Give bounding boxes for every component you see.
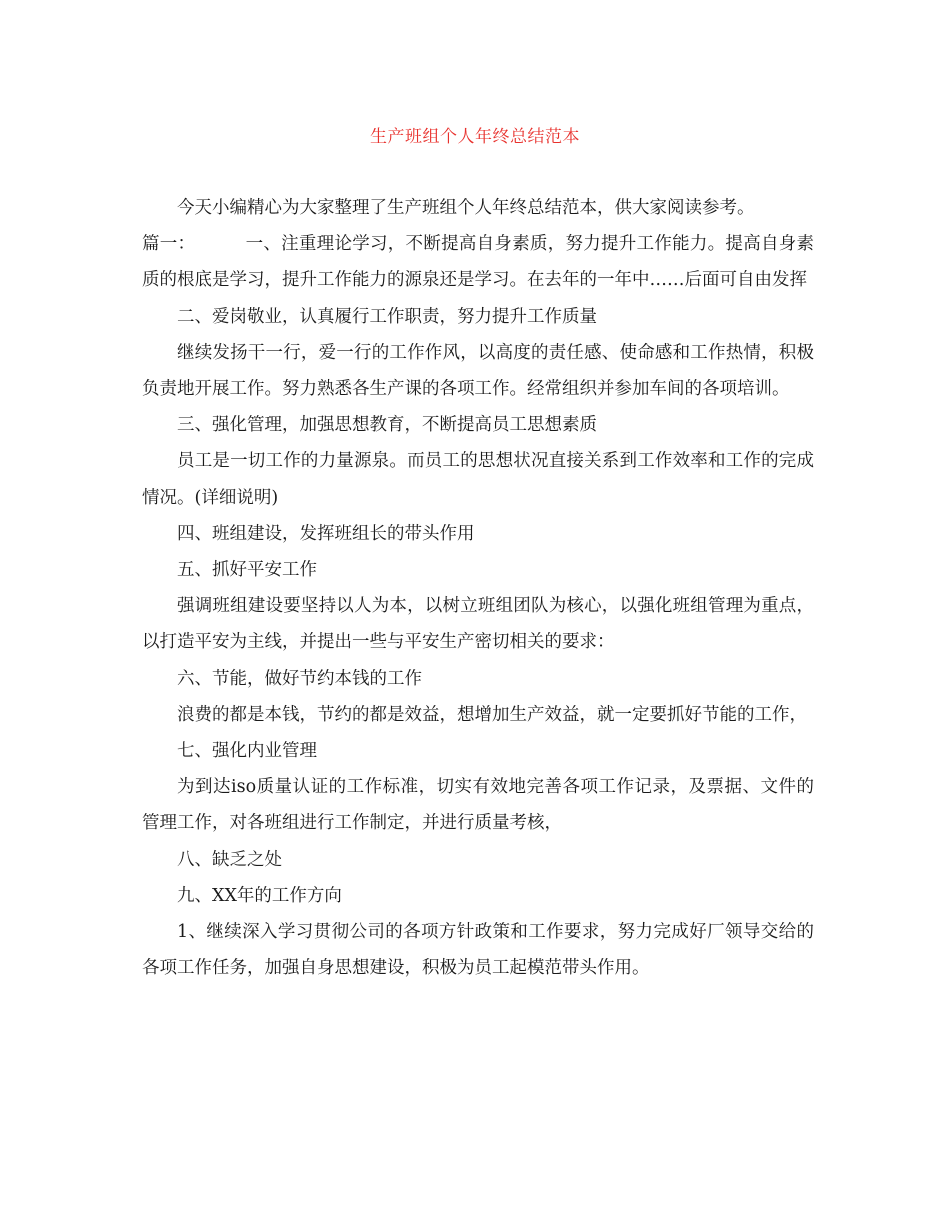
document-body	[142, 190, 814, 986]
intro-paragraph: 今天小编精心为大家整理了生产班组个人年终总结范本，供大家阅读参考。	[177, 198, 755, 218]
heading-6: 六、节能，做好节约本钱的工作	[177, 668, 422, 689]
paragraph-10: 浪费的都是本钱，节约的都是效益，想增加生产效益，就一定要抓好节能的工作，	[177, 704, 807, 725]
document-title: 生产班组个人年终总结范本	[370, 127, 580, 147]
heading-3: 三、强化管理，加强思想教育，不断提高员工思想素质	[177, 415, 597, 436]
part-label: 篇一：	[142, 234, 196, 255]
heading-5: 五、抓好平安工作	[177, 560, 317, 581]
part-one-paragraph	[142, 226, 814, 298]
heading-7: 七、强化内业管理	[177, 741, 317, 762]
heading-2: 二、爱岗敬业，认真履行工作职责，努力提升工作质量	[177, 306, 597, 327]
paragraph-8: 强调班组建设要坚持以人为本，以树立班组团队为核心，以强化班组管理为重点，以打造平安为主线，并提出一些与平安生产密切相关的要求：	[142, 596, 814, 653]
paragraph-12: 为到达iso质量认证的工作标准，切实有效地完善各项工作记录，及票据、文件的管理工作，对各班组进行工作制定，并进行质量考核，	[142, 777, 814, 834]
paragraph-5: 员工是一切工作的力量源泉。而员工的思想状况直接关系到工作效率和工作的完成情况。(详细说明)	[142, 451, 814, 508]
heading-8: 八、缺乏之处	[177, 849, 282, 870]
paragraph-1: 一、注重理论学习，不断提高自身素质，努力提升工作能力。提高自身素质的根底是学习，提升工作能力的源泉还是学习。在去年的一年中……后面可自由发挥	[142, 234, 815, 291]
paragraph-3: 继续发扬干一行，爱一行的工作作风，以高度的责任感、使命感和工作热情，积极负责地开展工作。努力熟悉各生产课的各项工作。经常组织并参加车间的各项培训。	[142, 342, 814, 400]
heading-4: 四、班组建设，发挥班组长的带头作用	[177, 523, 475, 544]
heading-9: 九、XX年的工作方向	[177, 885, 342, 906]
paragraph-15: 1、继续深入学习贯彻公司的各项方针政策和工作要求，努力完成好厂领导交给的各项工作任务，加强自身思想建设，积极为员工起模范带头作用。	[142, 922, 814, 979]
